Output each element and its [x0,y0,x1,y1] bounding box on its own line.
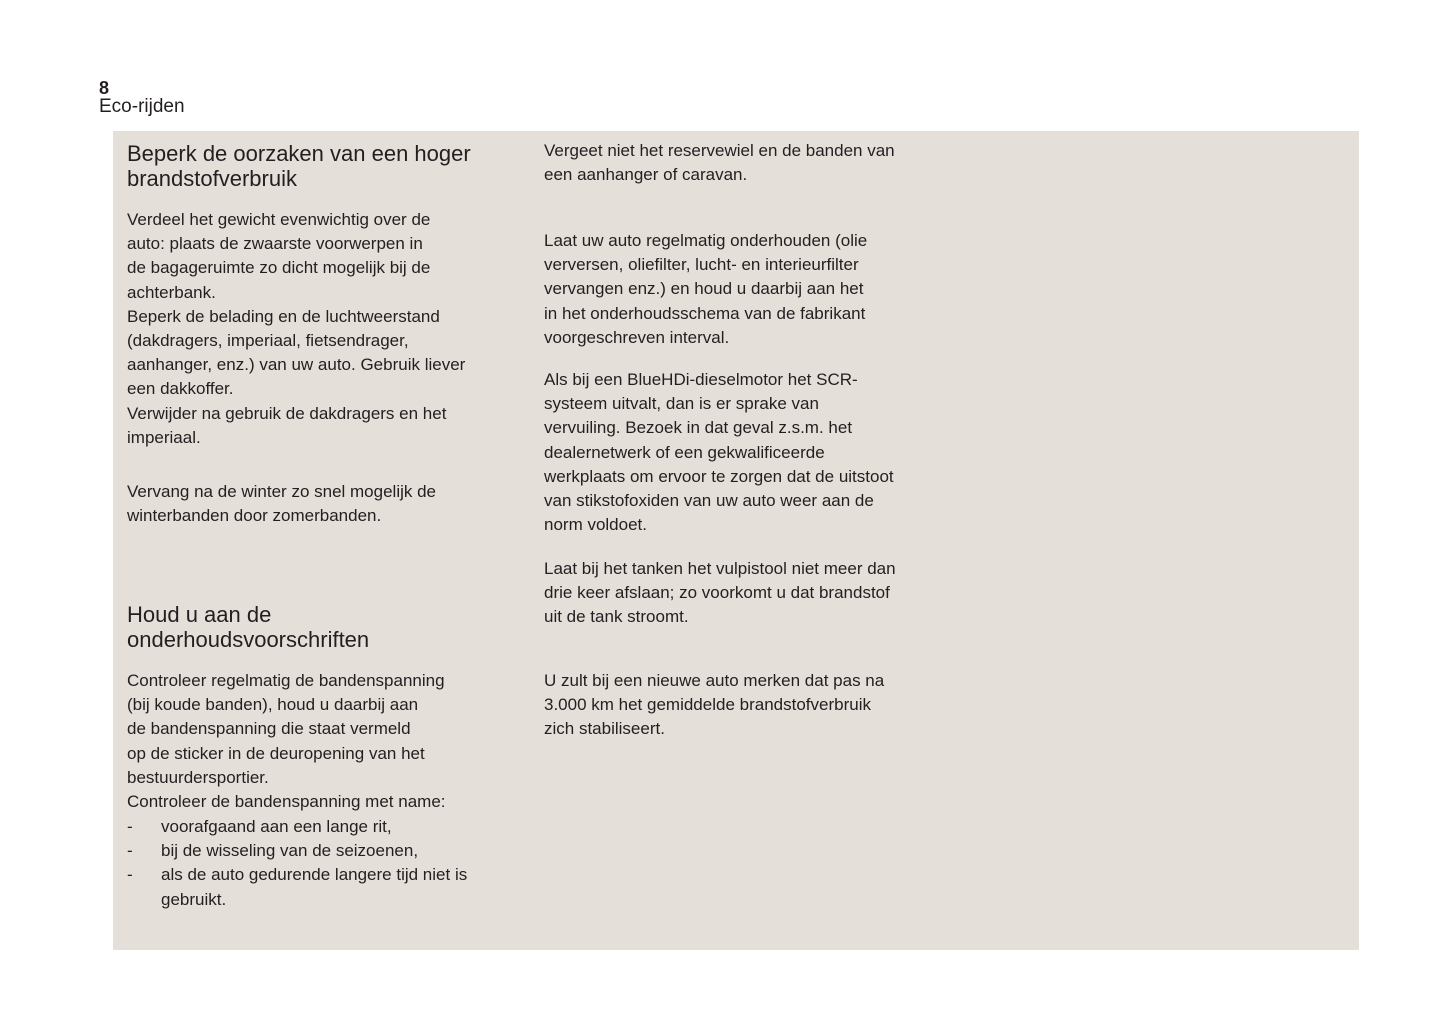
list-item-text: als de auto gedurende langere tijd niet is gebruikt. [161,865,468,909]
list-item [127,863,527,911]
content-panel [113,131,1359,950]
list-dash: - [127,865,133,885]
page-number: 8 [99,78,110,98]
list-dash: - [127,817,133,836]
heading-maintenance: Houd u aan de onderhoudsvoorschriften [127,602,370,652]
tyre-check-list [127,815,527,912]
paragraph-winter-tyres: Vervang na de winter zo snel mogelijk de winterbanden door zomerbanden. [127,482,437,526]
paragraph-spare-wheel: Vergeet niet het reservewiel en de banden van een aanhanger of caravan. [544,141,895,185]
paragraph-refuelling: Laat bij het tanken het vulpistool niet meer dan drie keer afslaan; zo voorkomt u dat brandstof uit de tank stroomt. [544,559,896,627]
list-dash: - [127,841,133,861]
list-item-text: voorafgaand aan een lange rit, [161,817,392,836]
paragraph-tyre-pressure: Controleer regelmatig de bandenspanning (bij koude banden), houd u daarbij aan de bandenspanning die staat vermeld op de sticker in de deuropening van het bestuurdersportier. Controleer de bandenspanning met name: [127,671,446,812]
list-item-text: bij de wisseling van de seizoenen, [161,841,419,861]
paragraph-new-car: U zult bij een nieuwe auto merken dat pas na 3.000 km het gemiddelde brandstofverbruik zich stabiliseert. [544,671,885,739]
paragraph-service: Laat uw auto regelmatig onderhouden (olie verversen, oliefilter, lucht- en interieurfilter vervangen enz.) en houd u daarbij aan het in het onderhoudsschema van de fabrikant voorgeschreven interval. [544,231,868,347]
section-title: Eco-rijden [99,96,185,117]
list-item [127,815,527,839]
paragraph-scr-system: Als bij een BlueHDi-dieselmotor het SCR- systeem uitvalt, dan is er sprake van vervuiling. Bezoek in dat geval z.s.m. het dealernetwerk of een gekwalificeerde werkplaats om ervoor te zorgen dat de uitstoot van stikstofoxiden van uw auto weer aan de norm voldoet. [544,370,894,535]
paragraph-weight-distribution: Verdeel het gewicht evenwichtig over de auto: plaats de zwaarste voorwerpen in de bagageruimte zo dicht mogelijk bij de achterbank. Beperk de belading en de luchtweerstand (dakdragers, imperiaal, fietsendrager, aanhanger, enz.) van uw auto. Gebruik liever een dakkoffer. Verwijder na gebruik de dakdragers en het imperiaal. [127,210,466,447]
list-item [127,839,527,863]
heading-reduce-consumption: Beperk de oorzaken van een hoger brandstofverbruik [127,141,471,191]
